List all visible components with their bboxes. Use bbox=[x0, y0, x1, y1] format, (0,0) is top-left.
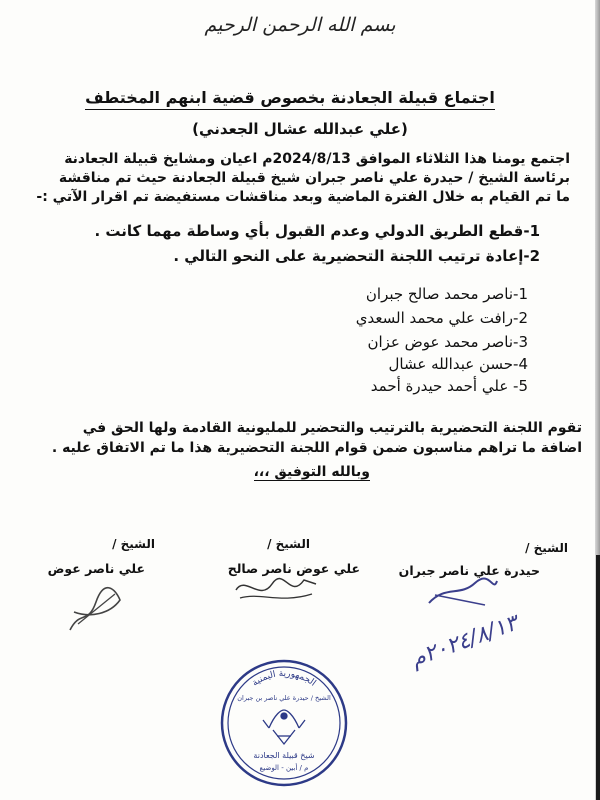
basmala: بسم الله الرحمن الرحيم bbox=[204, 14, 396, 36]
signatory-name: حيدرة علي ناصر جبران bbox=[398, 563, 540, 578]
svg-text:الجمهورية اليمنية: الجمهورية اليمنية bbox=[250, 668, 318, 689]
committee-member: 3-ناصر محمد عوض عزان bbox=[367, 333, 528, 351]
committee-member: 4-حسن عبدالله عشال bbox=[388, 355, 528, 373]
intro-paragraph bbox=[25, 150, 570, 207]
document-subtitle: (علي عبدالله عشال الجعدني) bbox=[192, 120, 408, 138]
intro-line: اجتمع يومنا هذا الثلاثاء الموافق 2024/8/13م اعيان ومشايخ قبيلة الجعادنة bbox=[64, 151, 570, 167]
signatory-name: علي ناصر عوض bbox=[47, 561, 145, 576]
seal-line: الشيخ / حيدرة علي ناصر بن جبران bbox=[237, 694, 331, 702]
intro-line: ما تم القيام به خلال الفترة الماضية وبعد مناقشات مستفيضة تم اقرار الآتي :- bbox=[36, 189, 570, 205]
intro-line: برئاسة الشيخ / حيدرة علي ناصر جبران شيخ قبيلة الجعادنة حيث تم مناقشة bbox=[58, 170, 570, 186]
closing-paragraph bbox=[4, 418, 582, 458]
handwritten-date bbox=[395, 608, 535, 673]
committee-member: 2-رافت علي محمد السعدي bbox=[355, 309, 528, 327]
committee-member: 5- علي أحمد حيدرة أحمد bbox=[370, 377, 528, 395]
signatory-title: الشيخ / bbox=[112, 537, 155, 551]
decision-item: 2-إعادة ترتيب اللجنة التحضيرية على النحو التالي . bbox=[173, 247, 540, 265]
handwritten-date-text: ٢٠٢٤/٨/١٣م bbox=[407, 610, 521, 673]
signatory-title: الشيخ / bbox=[525, 541, 568, 555]
decision-item: 1-قطع الطريق الدولي وعدم القبول بأي وساطة مهما كانت . bbox=[94, 222, 540, 240]
closing-line: تقوم اللجنة التحضيرية بالترتيب والتحضير للمليونية القادمة ولها الحق في bbox=[82, 420, 582, 436]
seal-bottom-line: م / أبين - الوضيع bbox=[259, 764, 309, 772]
seal-bottom-line: شيخ قبيلة الجعادنة bbox=[253, 751, 315, 760]
official-seal bbox=[219, 658, 349, 788]
signatory-name: علي عوض ناصر صالح bbox=[227, 561, 360, 576]
signatory-title: الشيخ / bbox=[267, 537, 310, 551]
signature-center bbox=[230, 570, 320, 610]
closing-line: اضافة ما تراهم مناسبون ضمن قوام اللجنة التحضيرية هذا ما تم الاتفاق عليه . bbox=[51, 440, 582, 456]
eagle-emblem-icon bbox=[263, 710, 305, 744]
closing-phrase: وبالله التوفيق ،،، bbox=[253, 464, 370, 480]
document-title: اجتماع قبيلة الجعادنة بخصوص قضية ابنهم المختطف bbox=[60, 88, 520, 107]
signature-left bbox=[60, 580, 130, 635]
committee-member: 1-ناصر محمد صالح جبران bbox=[365, 285, 528, 303]
page-edge-dark bbox=[596, 555, 600, 800]
signature-right bbox=[425, 575, 500, 610]
